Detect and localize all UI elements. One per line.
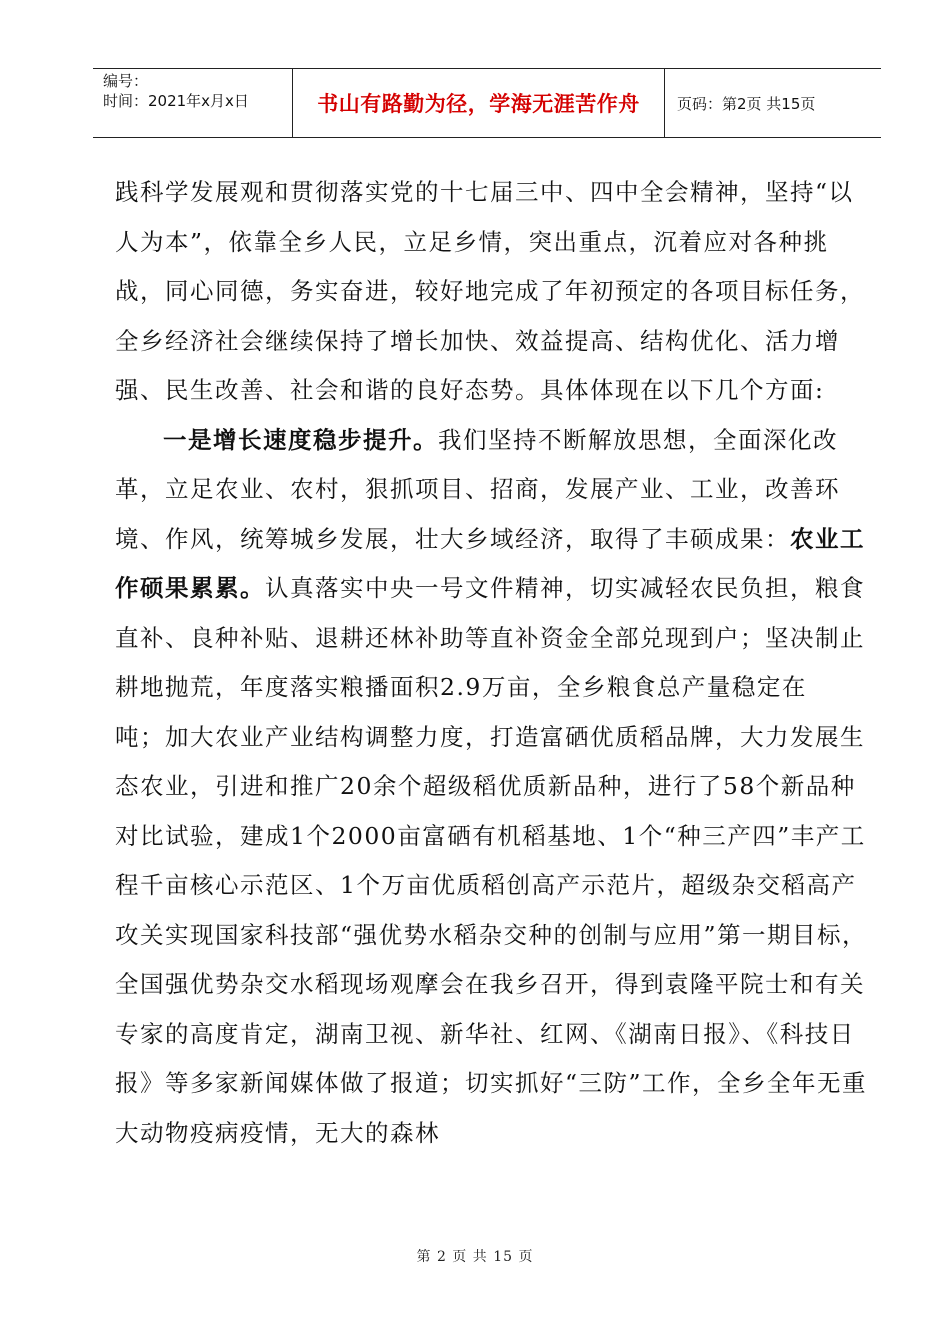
paragraph-2: [115, 416, 875, 1159]
document-body: [115, 168, 875, 1158]
header-page-label: 页码：第2页 共15页: [677, 94, 816, 113]
paragraph-2-text-1: 我们坚持不断解放思想，全面深化改革，立足农业、农村，狠抓项目、招商，发展产业、工业，改善环境、作风，统筹城乡发展，壮大乡域经济，取得了丰硕成果：: [115, 425, 840, 553]
section-heading-growth: 一是增长速度稳步提升。: [163, 425, 438, 454]
paragraph-1: 践科学发展观和贯彻落实党的十七届三中、四中全会精神，坚持“以人为本”，依靠全乡人民，立足乡情，突出重点，沉着应对各种挑战，同心同德，务实奋进，较好地完成了年初预定的各项目标任务，全乡经济社会继续保持了增长加快、效益提高、结构优化、活力增强、民生改善、社会和谐的良好态势。具体体现在以下几个方面:: [115, 178, 865, 404]
paragraph-2-text-2: 认真落实中央一号文件精神，切实减轻农民负担，粮食直补、良种补贴、退耕还林补助等直补资金全部兑现到户；坚决制止耕地抛荒，年度落实粮播面积2.9万亩，全乡粮食总产量稳定在: [115, 574, 865, 701]
header-page-cell: [665, 69, 881, 137]
page-footer: 第 2 页 共 15 页: [416, 1249, 534, 1265]
paragraph-2-text-3: 吨；加大农业产业结构调整力度，打造富硒优质稻品牌，大力发展生态农业，引进和推广20余个超级稻优质新品种，进行了58个新品种对比试验，建成1个2000亩富硒有机稻基地、1个“种三产四”丰产工程千亩核心示范区、1个万亩优质稻创高产示范片，超级杂交稻高产攻关实现国家科技部“强优势水稻杂交种的创制与应用”第一期目标，全国强优势杂交水稻现场观摩会在我乡召开，得到袁隆平院士和有关专家的高度肯定，湖南卫视、新华社、红网、《湖南日报》、《科技日报》等多家新闻媒体做了报道；切实抓好“三防”工作，全乡全年无重大动物疫病疫情，无大的森林: [115, 722, 868, 1147]
serial-number-label: 编号：: [103, 72, 149, 90]
header-motto: 书山有路勤为径，学海无涯苦作舟: [317, 91, 640, 116]
document-header: [93, 68, 881, 138]
header-motto-cell: [293, 69, 665, 137]
header-meta: [93, 69, 293, 137]
section-heading-agriculture: 农业工作硕果累累。: [115, 524, 865, 602]
time-label: 时间：2021年x月x日: [103, 92, 249, 110]
